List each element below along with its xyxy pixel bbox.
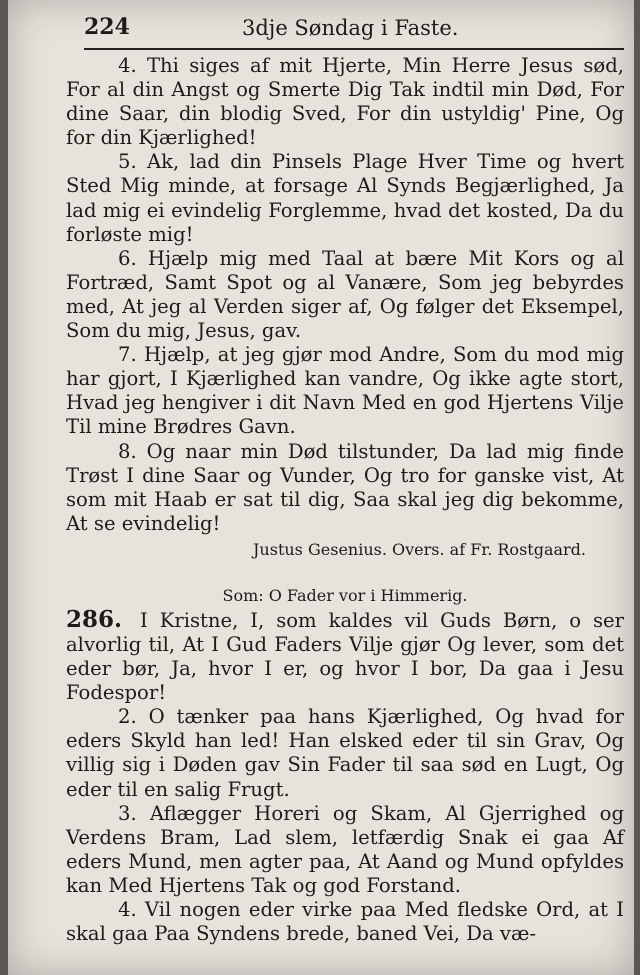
hymn-286-verse-3: 3. Aflægger Horeri og Skam, Al Gjerrighed og Verdens Bram, Lad slem, letfærdig Snak ei gaa Af eders Mund, men agter paa, At Aand og Mund opfyldes kan Med Hjertens Tak og god Forstand. [66,801,624,897]
hymn-286-verse-1 [66,605,624,705]
hymn-attribution: Justus Gesenius. Overs. af Fr. Rostgaard. [253,539,586,559]
verse-7-prev: 7. Hjælp, at jeg gjør mod Andre, Som du mod mig har gjort, I Kjærlighed kan vandre, Og ikke agte stort, Hvad jeg hengiver i dit Navn Med en god Hjertens Vilje Til mine Brødres Gavn. [66,343,624,439]
verse-8-prev: 8. Og naar min Død tilstunder, Da lad mig finde Trøst I dine Saar og Vunder, Og tro for ganske vist, At som mit Haab er sat til dig, Saa skal jeg dig bekomme, At se evindelig! [66,439,624,535]
hymn-286-verse-1-text: I Kristne, I, som kaldes vil Guds Børn, o ser alvorlig til, At I Gud Faders Vilje gjør Og lever, som det eder bør, Ja, hvor I er, og hvor I bor, Da gaa i Jesu Fodespor! [66,608,624,705]
verse-5-prev: 5. Ak, lad din Pinsels Plage Hver Time og hvert Sted Mig minde, at forsage Al Synds Begjærlighed, Ja lad mig ei evindelig Forglemme, hvad det kosted, Da du forløste mig! [66,150,624,246]
hymn-286-verse-4: 4. Vil nogen eder virke paa Med fledske Ord, at I skal gaa Paa Syndens brede, baned Vei, Da væ- [66,898,624,946]
page-body [66,54,624,946]
hymn-number: 286. [66,605,123,633]
melody-line: Som: O Fader vor i Himmerig. [222,585,468,605]
page-header [84,12,624,50]
page-number: 224 [84,14,130,40]
verse-4-prev: 4. Thi siges af mit Hjerte, Min Herre Jesus sød, For al din Angst og Smerte Dig Tak indtil min Død, For dine Saar, din blodig Sved, For din ustyldig' Pine, Og for din Kjærlighed! [66,54,624,150]
verse-6-prev: 6. Hjælp mig med Taal at bære Mit Kors og al Fortræd, Samt Spot og al Vanære, Som jeg bebyrdes med, At jeg al Verden siger af, Og følger det Eksempel, Som du mig, Jesus, gav. [66,246,624,343]
book-page [8,0,634,975]
hymn-286-verse-2: 2. O tænker paa hans Kjærlighed, Og hvad for eders Skyld han led! Han elsked eder til sin Grav, Og villig sig i Døden gav Sin Fader til saa sød en Lugt, Og eder til en salig Frugt. [66,705,624,801]
running-title: 3dje Søndag i Faste. [242,16,459,40]
